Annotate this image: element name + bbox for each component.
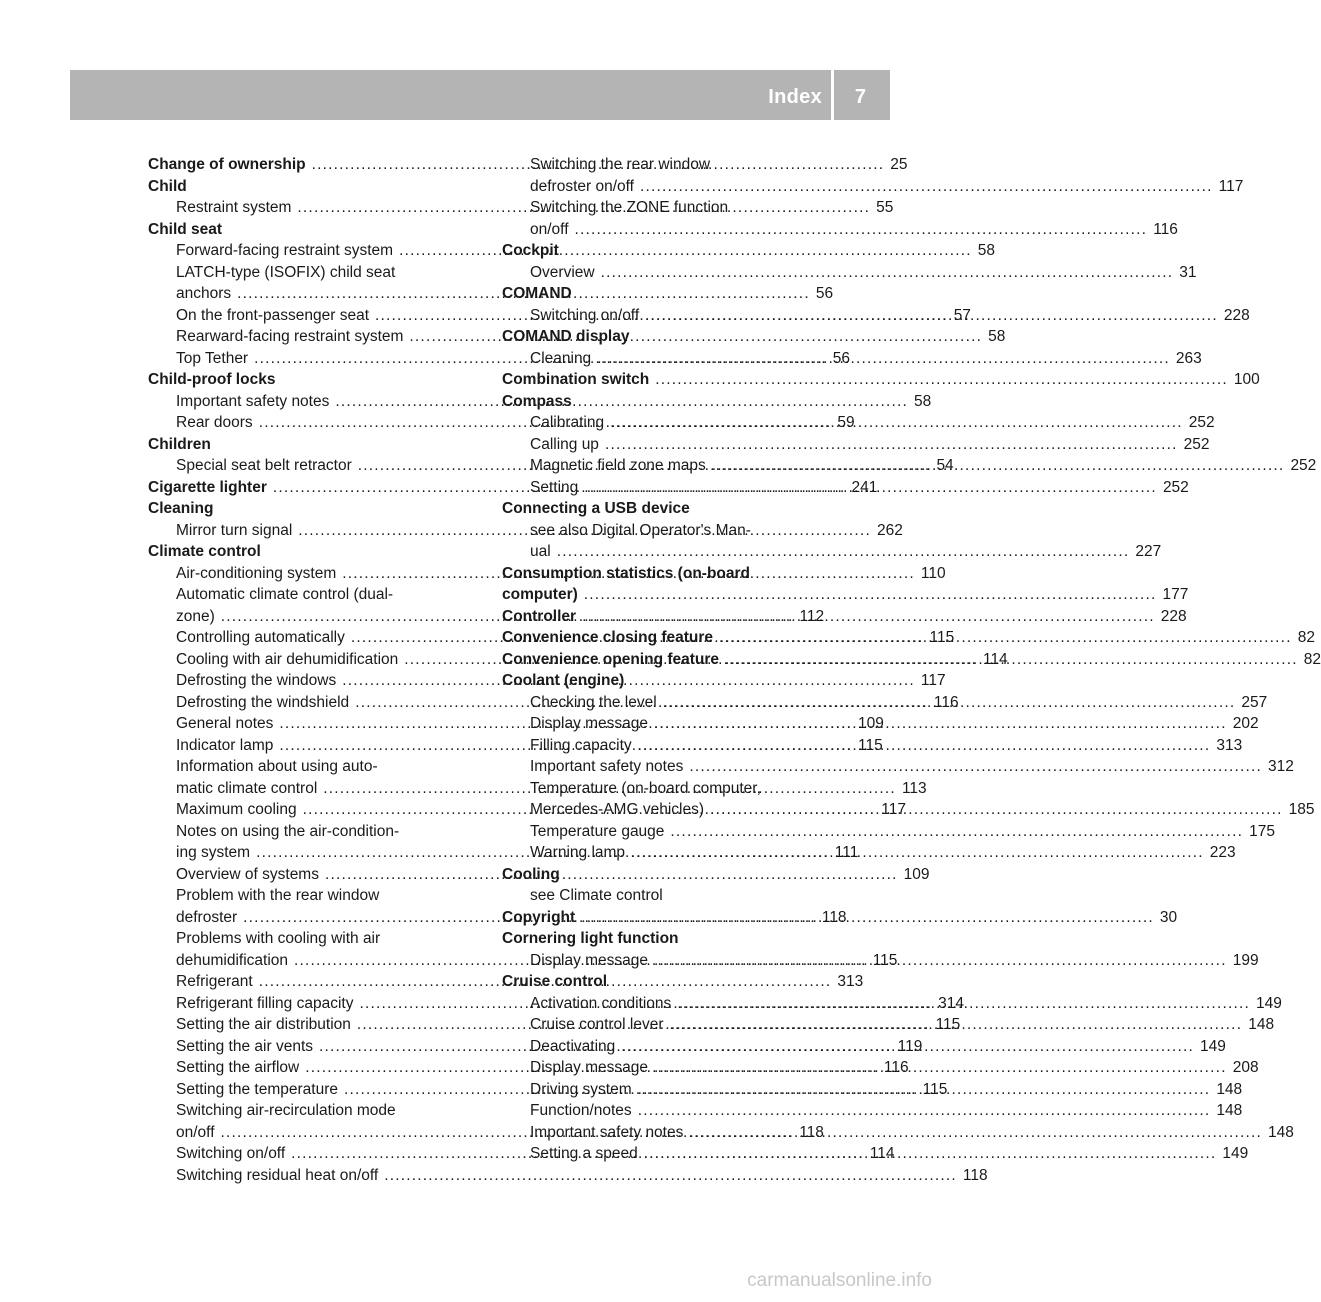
entry-label: Top Tether <box>176 349 249 367</box>
entry-label: Problem with the rear window <box>176 887 380 904</box>
entry-label: Driving system <box>530 1080 632 1098</box>
index-subentry <box>502 756 1294 778</box>
dot-leader <box>670 1014 1243 1036</box>
section-title: Index <box>768 86 822 108</box>
dot-leader <box>384 1165 957 1187</box>
dot-leader <box>654 950 1227 972</box>
index-subentry <box>148 262 480 284</box>
entry-label: Forward-facing restraint system <box>176 242 394 259</box>
page-reference: 118 <box>821 908 847 926</box>
entry-label: Mercedes-AMG vehicles) <box>530 801 704 818</box>
entry-label: Consumption statistics (on-board <box>502 564 750 582</box>
entry-label: Temperature (on-board computer, <box>530 779 761 797</box>
index-entry <box>502 391 834 413</box>
entry-label: Calibrating <box>530 414 605 431</box>
index-entry <box>502 498 834 520</box>
index-entry <box>502 584 1189 606</box>
index-subentry <box>502 520 834 542</box>
page-reference: 25 <box>890 156 908 173</box>
page-reference: 149 <box>1199 1037 1226 1055</box>
entry-label: Function/notes <box>530 1102 632 1119</box>
dot-leader <box>610 412 1183 434</box>
entry-label: Important safety notes <box>530 1123 684 1141</box>
dot-leader <box>605 434 1178 456</box>
entry-label: Cruise control lever <box>530 1016 664 1033</box>
entry-label: LATCH-type (ISOFIX) child seat <box>176 263 396 281</box>
entry-label: Child <box>148 177 187 195</box>
entry-label: Deactivating <box>530 1037 616 1055</box>
header-divider <box>831 70 834 120</box>
dot-leader <box>638 735 1211 757</box>
entry-label: Climate control <box>148 543 261 560</box>
page-reference: 109 <box>858 715 884 732</box>
index-subentry <box>148 584 480 606</box>
index-entry <box>502 864 834 886</box>
page-reference: 115 <box>929 629 955 646</box>
entry-label: Magnetic field zone maps <box>530 457 706 474</box>
page-reference: 202 <box>1232 715 1259 732</box>
page-reference: 82 <box>1297 629 1315 646</box>
dot-leader <box>575 219 1148 241</box>
index-subentry <box>148 756 480 778</box>
index-entry <box>502 971 834 993</box>
page-reference: 58 <box>977 242 995 259</box>
page-reference: 228 <box>1160 607 1187 625</box>
page-reference: 115 <box>858 736 883 754</box>
dot-leader <box>689 756 1262 778</box>
dot-leader <box>640 176 1213 198</box>
entry-label: Defrosting the windshield <box>176 693 350 711</box>
page-reference: 116 <box>883 1059 909 1076</box>
page-reference: 116 <box>1153 220 1178 238</box>
entry-label: Coolant (engine) <box>502 672 625 689</box>
entry-label: defroster on/off <box>530 177 634 195</box>
index-subentry <box>502 176 1244 198</box>
page-reference: 56 <box>832 349 851 367</box>
page-reference: 115 <box>935 1016 961 1033</box>
page-reference: 252 <box>1290 457 1317 474</box>
page-reference: 30 <box>1159 908 1178 926</box>
dot-leader <box>725 649 1298 671</box>
entry-label: Switching residual heat on/off <box>176 1166 379 1184</box>
dot-leader <box>655 369 1228 391</box>
entry-label: Overview of systems <box>176 865 319 883</box>
page-reference: 199 <box>1232 951 1259 969</box>
entry-label: Restraint system <box>176 199 292 216</box>
entry-label: Display message <box>530 715 649 732</box>
index-subentry <box>502 262 1197 284</box>
index-entry <box>148 176 480 198</box>
entry-label: Activation conditions <box>530 994 672 1012</box>
entry-label: Filling capacity <box>530 736 632 754</box>
entry-label: Switching on/off <box>176 1145 286 1162</box>
entry-label: COMAND display <box>502 328 630 345</box>
dot-leader <box>654 713 1227 735</box>
page-reference: 252 <box>1162 478 1189 496</box>
entry-label: Rearward-facing restraint system <box>176 328 404 345</box>
index-entry <box>148 541 480 563</box>
page-reference: 148 <box>1248 1016 1275 1033</box>
entry-label: Problems with cooling with air <box>176 930 381 947</box>
index-subentry <box>148 1165 988 1187</box>
index-subentry <box>502 197 834 219</box>
entry-label: Rear doors <box>176 414 253 431</box>
page-reference: 223 <box>1209 844 1236 861</box>
index-subentry <box>502 1100 1243 1122</box>
entry-label: Important safety notes <box>176 392 330 410</box>
dot-leader <box>638 1100 1211 1122</box>
page-reference: 149 <box>1255 994 1282 1012</box>
entry-label: see Climate control <box>530 887 663 904</box>
entry-label: dehumidification <box>176 951 289 969</box>
entry-label: Switching on/off <box>530 306 640 324</box>
entry-label: Combination switch <box>502 371 650 388</box>
entry-label: Cruise control <box>502 973 608 990</box>
dot-leader <box>621 1036 1194 1058</box>
entry-label: Switching air-recirculation mode <box>176 1102 396 1119</box>
entry-label: Child seat <box>148 220 223 238</box>
entry-label: Setting <box>530 478 579 496</box>
entry-label: Compass <box>502 392 572 410</box>
page-reference: 148 <box>1268 1123 1294 1141</box>
dot-leader <box>584 584 1157 606</box>
dot-leader <box>719 627 1292 649</box>
entry-label: Cooling <box>502 865 560 883</box>
dot-leader <box>654 1057 1227 1079</box>
index-entry <box>502 326 834 348</box>
page-reference: 115 <box>872 951 898 969</box>
page-reference: 113 <box>901 779 927 797</box>
header-bar <box>70 70 890 120</box>
entry-label: Display message <box>530 951 649 969</box>
entry-label: computer) <box>502 586 578 603</box>
entry-label: Mirror turn signal <box>176 521 293 539</box>
page-reference: 117 <box>1218 177 1244 195</box>
entry-label: General notes <box>176 715 274 732</box>
page-reference: 119 <box>897 1037 923 1055</box>
entry-label: Cleaning <box>530 349 592 367</box>
entry-label: Calling up <box>530 435 599 453</box>
entry-label: Defrosting the windows <box>176 672 337 689</box>
page-reference: 100 <box>1233 371 1260 388</box>
dot-leader <box>601 262 1174 284</box>
index-subentry <box>148 821 480 843</box>
page-reference: 263 <box>1175 349 1202 367</box>
page-reference: 241 <box>851 478 878 496</box>
entry-label: Information about using auto- <box>176 758 378 775</box>
page-reference: 117 <box>881 801 906 818</box>
entry-label: Overview <box>530 263 595 281</box>
entry-label: anchors <box>176 285 232 302</box>
index-entry <box>502 928 834 950</box>
entry-label: On the front-passenger seat <box>176 306 370 324</box>
page-reference: 312 <box>1268 758 1294 775</box>
entry-label: Child-proof locks <box>148 371 276 388</box>
entry-label: Controller <box>502 607 577 625</box>
page-reference: 82 <box>1303 650 1321 668</box>
entry-label: defroster <box>176 908 238 926</box>
entry-label: Special seat belt retractor <box>176 457 352 474</box>
dot-leader <box>677 993 1250 1015</box>
dot-leader <box>689 1122 1262 1144</box>
entry-label: ual <box>530 543 551 560</box>
page-reference: 111 <box>834 844 859 861</box>
page-reference: 314 <box>938 994 965 1012</box>
entry-label: Setting the air distribution <box>176 1016 351 1033</box>
entry-label: Setting the airflow <box>176 1059 300 1076</box>
index-subentry <box>502 885 834 907</box>
page-reference: 114 <box>982 650 1008 668</box>
index-subentry <box>502 1122 1294 1144</box>
entry-label: see also Digital Operator's Man- <box>530 521 751 539</box>
entry-label: zone) <box>176 607 215 625</box>
entry-label: Checking the level <box>530 693 657 711</box>
index-entry <box>148 369 480 391</box>
page-reference: 112 <box>799 607 825 625</box>
entry-label: Controlling automatically <box>176 629 345 646</box>
entry-label: Cleaning <box>148 500 214 517</box>
page-reference: 116 <box>933 693 959 711</box>
entry-label: on/off <box>530 220 569 238</box>
entry-label: Convenience closing feature <box>502 629 714 646</box>
page-reference: 313 <box>837 973 864 990</box>
page-reference: 115 <box>922 1080 948 1098</box>
entry-label: Cornering light function <box>502 930 679 947</box>
entry-label: Cigarette lighter <box>148 478 267 496</box>
page-number: 7 <box>854 86 866 108</box>
entry-label: Setting the air vents <box>176 1037 313 1055</box>
entry-label: Indicator lamp <box>176 736 274 754</box>
page-reference: 148 <box>1216 1080 1243 1098</box>
entry-label: Switching the rear window <box>530 156 711 173</box>
entry-label: Automatic climate control (dual- <box>176 586 394 603</box>
page-reference: 208 <box>1232 1059 1259 1076</box>
page-reference: 117 <box>920 672 946 689</box>
entry-label: Important safety notes <box>530 758 684 775</box>
page-reference: 313 <box>1216 736 1243 754</box>
page-reference: 227 <box>1135 543 1162 560</box>
entry-label: Children <box>148 435 211 453</box>
dot-leader <box>644 1143 1217 1165</box>
dot-leader <box>710 799 1283 821</box>
index-entry <box>502 283 834 305</box>
index-entry <box>148 219 480 241</box>
page-reference: 54 <box>936 457 954 474</box>
index-subentry <box>502 821 1275 843</box>
dot-leader <box>597 348 1170 370</box>
page-reference: 110 <box>920 564 946 582</box>
index-subentry <box>502 778 834 800</box>
index-subentry <box>502 541 1162 563</box>
page-reference: 257 <box>1241 693 1268 711</box>
index-entry <box>502 369 1260 391</box>
entry-label: Air-conditioning system <box>176 564 337 582</box>
index-subentry <box>148 885 480 907</box>
index-entry <box>148 498 480 520</box>
entry-label: Display message <box>530 1059 649 1076</box>
entry-label: Refrigerant <box>176 973 253 990</box>
entry-label: Convenience opening feature <box>502 650 720 668</box>
dot-leader <box>663 692 1236 714</box>
page-reference: 252 <box>1183 435 1210 453</box>
entry-label: Notes on using the air-condition- <box>176 822 400 840</box>
page-reference: 118 <box>962 1166 988 1184</box>
page-reference: 252 <box>1188 414 1215 431</box>
page-reference: 177 <box>1162 586 1189 603</box>
index-entry <box>502 907 1178 929</box>
entry-label: Change of ownership <box>148 156 306 173</box>
page-reference: 109 <box>903 865 930 883</box>
index-subentry <box>502 219 1178 241</box>
page-reference: 58 <box>988 328 1006 345</box>
page-reference: 31 <box>1179 263 1197 281</box>
page-reference: 56 <box>815 285 834 302</box>
entry-label: Cooling with air dehumidification <box>176 650 399 668</box>
page-reference: 118 <box>799 1123 824 1141</box>
index-subentry <box>502 434 1210 456</box>
dot-leader <box>645 305 1218 327</box>
page-reference: 114 <box>869 1145 895 1162</box>
dot-leader <box>670 821 1243 843</box>
page-reference: 55 <box>876 199 894 216</box>
index-entry <box>502 606 1187 628</box>
dot-leader <box>638 1079 1211 1101</box>
index-entry <box>502 563 834 585</box>
entry-label: Warning lamp <box>530 844 626 861</box>
dot-leader <box>584 477 1157 499</box>
index-subentry <box>502 154 834 176</box>
watermark: carmanualsonline.info <box>747 1270 932 1291</box>
entry-label: matic climate control <box>176 779 318 797</box>
index-entry <box>148 434 480 456</box>
page-reference: 175 <box>1249 822 1275 840</box>
page-reference: 59 <box>837 414 855 431</box>
entry-label: Maximum cooling <box>176 801 297 818</box>
page-reference: 185 <box>1288 801 1315 818</box>
dot-leader <box>631 842 1204 864</box>
dot-leader <box>557 541 1130 563</box>
page-reference: 228 <box>1223 306 1250 324</box>
entry-label: Cockpit <box>502 242 559 259</box>
page-reference: 58 <box>914 392 932 410</box>
entry-label: Setting a speed <box>530 1145 638 1162</box>
page-reference: 262 <box>876 521 903 539</box>
page-reference: 148 <box>1216 1102 1243 1119</box>
dot-leader <box>581 907 1154 929</box>
index-entry <box>502 240 834 262</box>
entry-label: Switching the ZONE function <box>530 199 729 216</box>
entry-label: COMAND <box>502 285 572 302</box>
entry-label: Copyright <box>502 908 576 926</box>
entry-label: Temperature gauge <box>530 822 665 840</box>
index-entry <box>502 670 834 692</box>
dot-leader <box>582 606 1155 628</box>
page-reference: 57 <box>953 306 971 324</box>
entry-label: Refrigerant filling capacity <box>176 994 354 1012</box>
index-subentry <box>148 928 480 950</box>
entry-label: Connecting a USB device <box>502 500 690 517</box>
entry-label: on/off <box>176 1123 215 1141</box>
dot-leader <box>712 455 1285 477</box>
page-reference: 149 <box>1222 1145 1249 1162</box>
entry-label: ing system <box>176 844 251 861</box>
index-subentry <box>148 1100 480 1122</box>
entry-label: Setting the temperature <box>176 1080 338 1098</box>
